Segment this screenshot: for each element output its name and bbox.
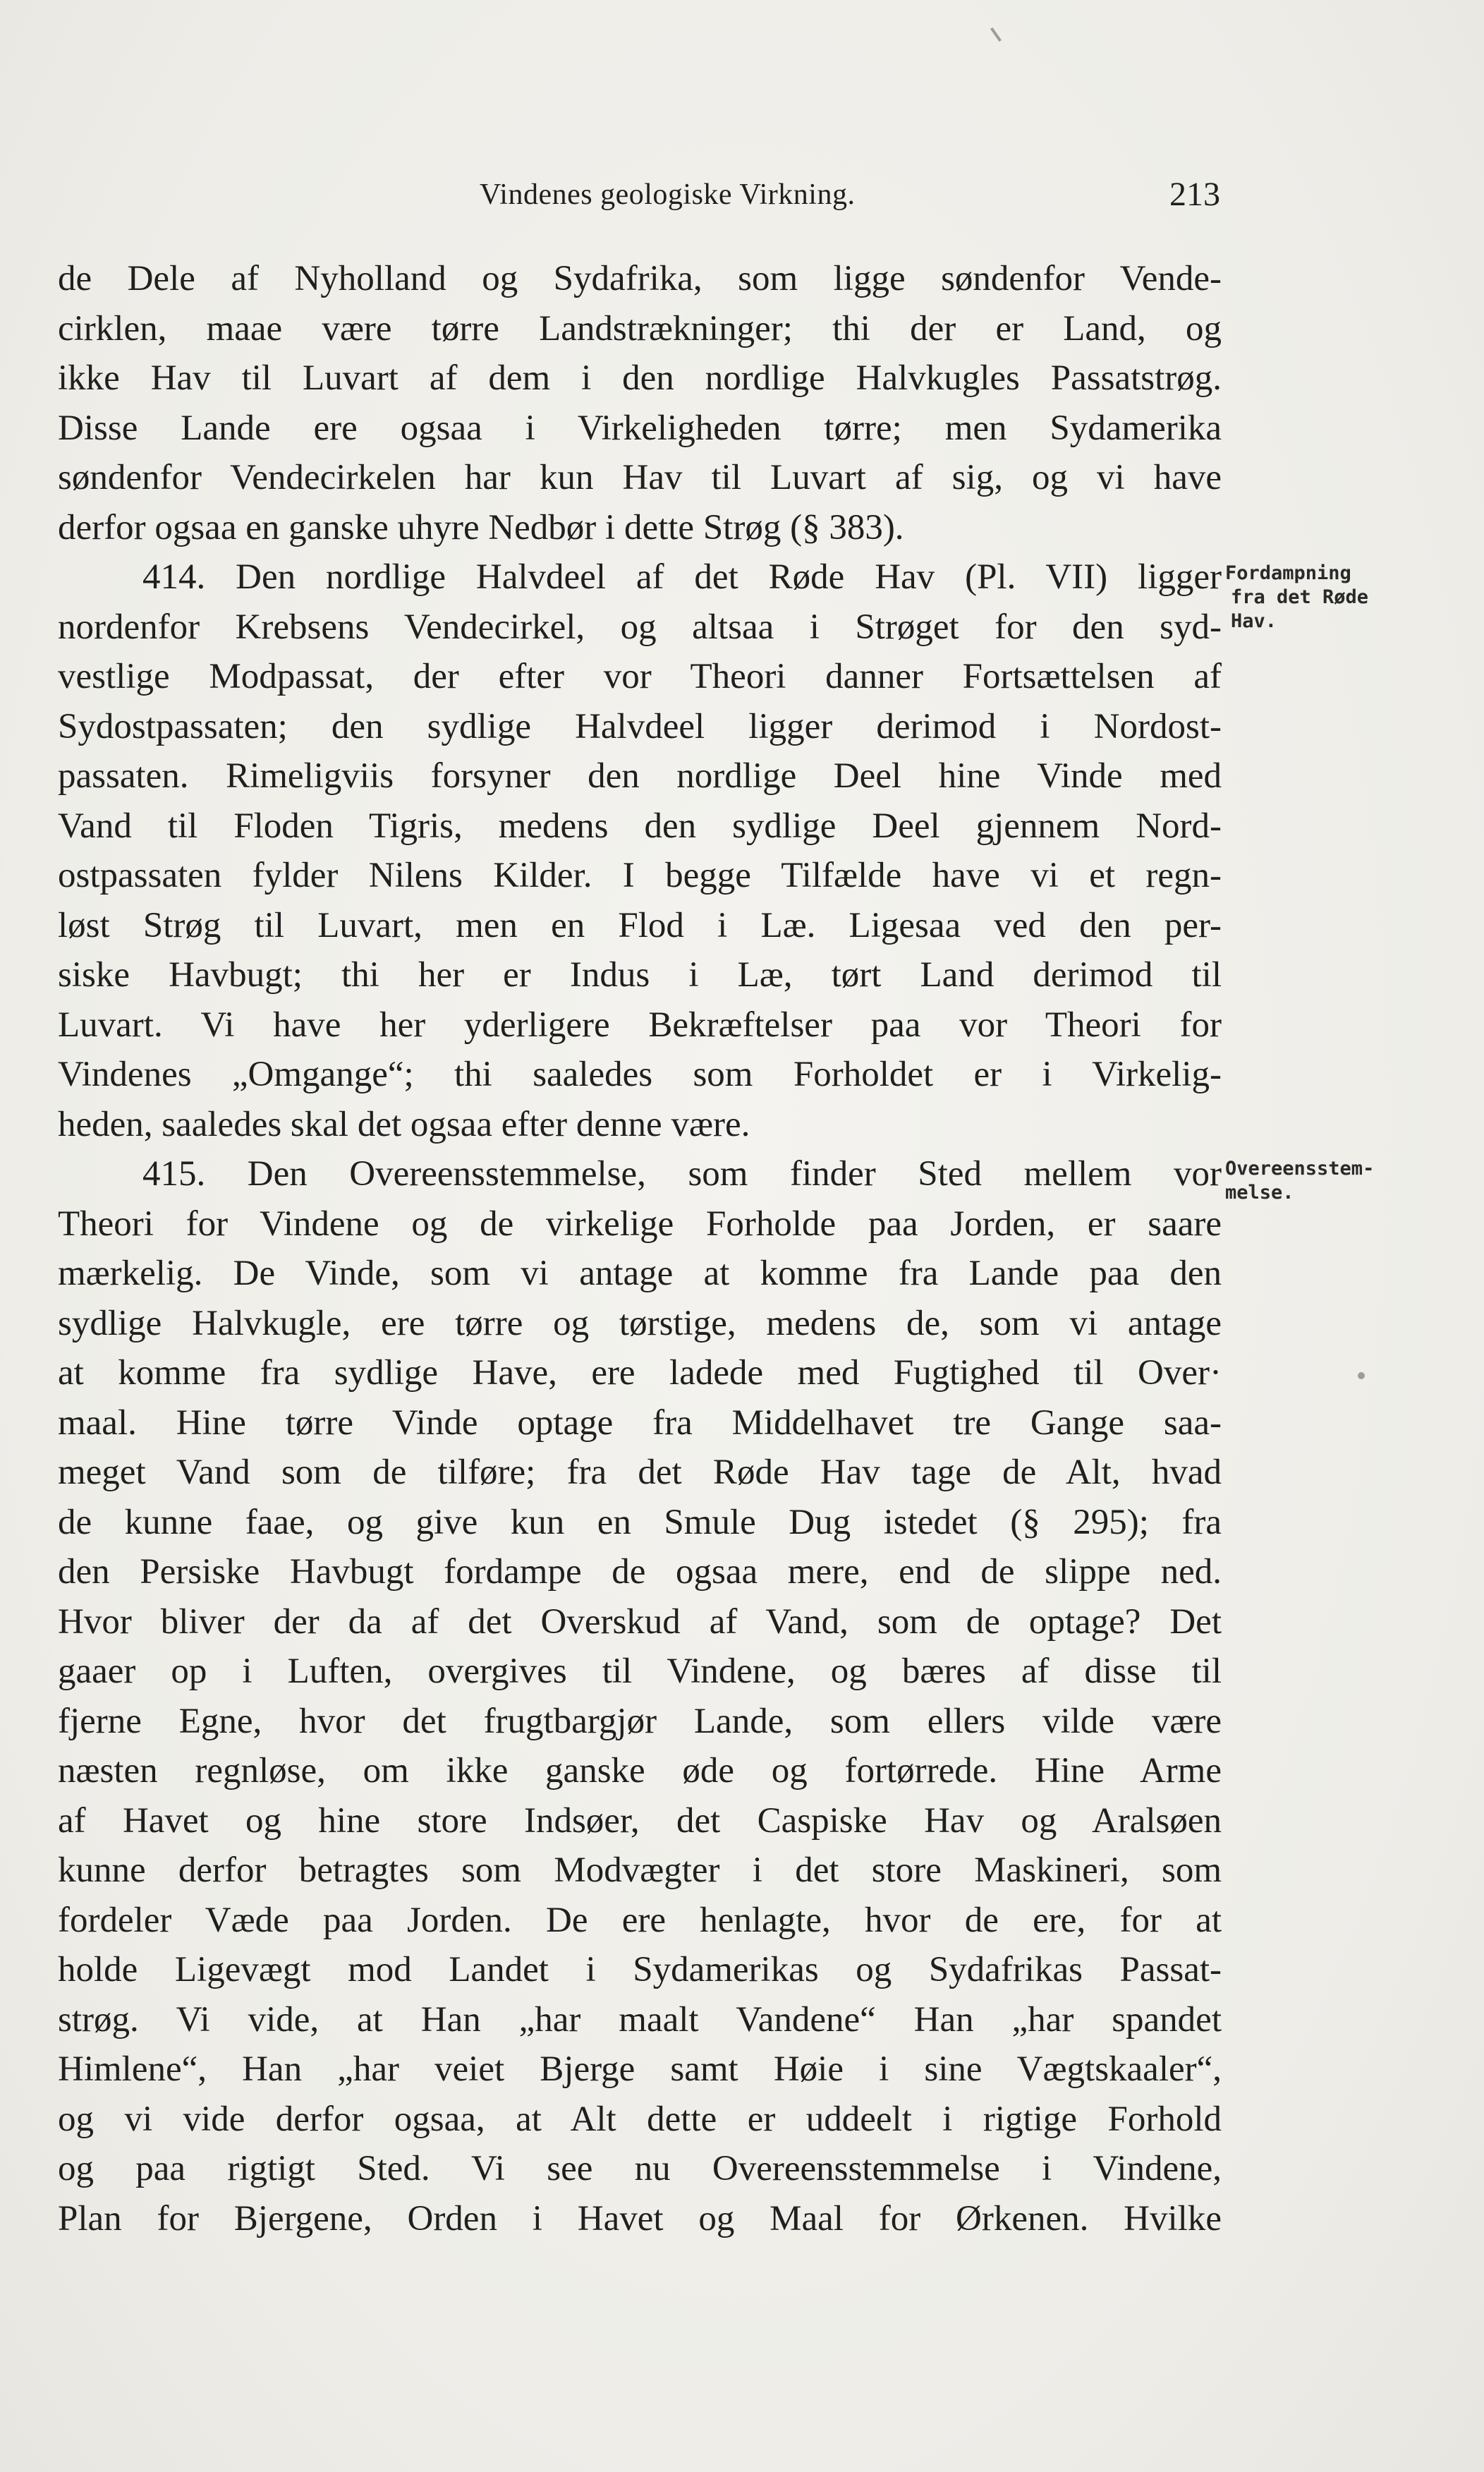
paragraph-415-first-line: 415. Den Overeensstemmelse, som finder Sted mellem vor	[142, 1154, 1222, 1194]
text-line: meget Vand som de tilføre; fra det Røde Hav tage de Alt, hvad	[58, 1453, 1222, 1492]
text-line: holde Ligevægt mod Landet i Sydamerikas og Sydafrikas Passat-	[58, 1950, 1222, 1989]
running-head: Vindenes geologiske Virkning.	[480, 178, 856, 211]
margin-note-overeensstemmelse	[1225, 1157, 1374, 1205]
text-line: søndenfor Vendecirkelen har kun Hav til Luvart af sig, og vi have	[58, 458, 1222, 497]
text-line: Himlene“, Han „har veiet Bjerge samt Høie i sine Vægtskaaler“,	[58, 2049, 1222, 2089]
text-line: løst Strøg til Luvart, men en Flod i Læ. Ligesaa ved den per-	[58, 905, 1222, 945]
text-line: strøg. Vi vide, at Han „har maalt Vandene“ Han „har spandet	[58, 1999, 1222, 2040]
text-line: kunne derfor betragtes som Modvægter i det store Maskineri, som	[58, 1850, 1222, 1890]
margin-note-line: melse.	[1225, 1182, 1294, 1204]
text-line: af Havet og hine store Indsøer, det Caspiske Hav og Aralsøen	[58, 1800, 1222, 1841]
text-line: Hvor bliver der da af det Overskud af Vand, som de optage? Det	[58, 1601, 1222, 1642]
text-line: maal. Hine tørre Vinde optage fra Middelhavet tre Gange saa-	[58, 1402, 1222, 1443]
text-line: Plan for Bjergene, Orden i Havet og Maal for Ørkenen. Hvilke	[58, 2198, 1222, 2238]
text-line: Sydostpassaten; den sydlige Halvdeel ligger derimod i Nordost-	[58, 706, 1222, 746]
text-line: passaten. Rimeligviis forsyner den nordlige Deel hine Vinde med	[58, 756, 1222, 796]
text-line: cirklen, maae være tørre Landstrækninger; thi der er Land, og	[58, 308, 1222, 349]
text-line: gaaer op i Luften, overgives til Vindene, og bæres af disse til	[58, 1652, 1222, 1691]
margin-note-line: Hav.	[1231, 610, 1277, 632]
text-line: derfor ogsaa en ganske uhyre Nedbør i dette Strøg (§ 383).	[58, 507, 904, 547]
text-line: at komme fra sydlige Have, ere ladede med Fugtighed til Over·	[58, 1353, 1222, 1393]
margin-note-fordampning	[1225, 562, 1368, 634]
margin-note-line: Fordampning	[1225, 562, 1351, 584]
text-line: Disse Lande ere ogsaa i Virkeligheden tørre; men Sydamerika	[58, 408, 1222, 448]
margin-note-line: Overeensstem-	[1225, 1158, 1375, 1180]
margin-note-line: fra det Røde	[1231, 586, 1369, 608]
text-line: Vindenes „Omgange“; thi saaledes som Forholdet er i Virkelig-	[58, 1055, 1222, 1094]
page-header	[56, 178, 1220, 227]
text-line: ostpassaten fylder Nilens Kilder. I begge Tilfælde have vi et regn-	[58, 856, 1222, 895]
text-line: og vi vide derfor ogsaa, at Alt dette er uddeelt i rigtige Forhold	[58, 2099, 1222, 2139]
text-line: næsten regnløse, om ikke ganske øde og fortørrede. Hine Arme	[58, 1751, 1222, 1791]
body-text	[58, 254, 1222, 2243]
text-line: sydlige Halvkugle, ere tørre og tørstige, medens de, som vi antage	[58, 1303, 1222, 1343]
text-line: fordeler Væde paa Jorden. De ere henlagte, hvor de ere, for at	[58, 1900, 1222, 1940]
text-line: mærkelig. De Vinde, som vi antage at komme fra Lande paa den	[58, 1254, 1222, 1293]
text-line: nordenfor Krebsens Vendecirkel, og altsaa i Strøget for den syd-	[58, 607, 1222, 647]
text-line: Theori for Vindene og de virkelige Forholde paa Jorden, er saare	[58, 1204, 1222, 1244]
text-line: vestlige Modpassat, der efter vor Theori danner Fortsættelsen af	[58, 657, 1222, 696]
text-line: og paa rigtigt Sted. Vi see nu Overeensstemmelse i Vindene,	[58, 2149, 1222, 2188]
paragraph-414-first-line: 414. Den nordlige Halvdeel af det Røde Hav (Pl. VII) ligger	[142, 557, 1222, 597]
scan-speck	[990, 28, 1002, 42]
page-number: 213	[1169, 176, 1220, 213]
text-line: de Dele af Nyholland og Sydafrika, som ligge søndenfor Vende-	[58, 259, 1222, 298]
text-line: den Persiske Havbugt fordampe de ogsaa mere, end de slippe ned.	[58, 1552, 1222, 1592]
text-line: Vand til Floden Tigris, medens den sydlige Deel gjennem Nord-	[58, 806, 1222, 846]
scan-speck	[1358, 1372, 1365, 1379]
text-line: de kunne faae, og give kun en Smule Dug istedet (§ 295); fra	[58, 1502, 1222, 1542]
text-line: Luvart. Vi have her yderligere Bekræftelser paa vor Theori for	[58, 1005, 1222, 1045]
text-line: siske Havbugt; thi her er Indus i Læ, tørt Land derimod til	[58, 955, 1222, 995]
text-line: heden, saaledes skal det ogsaa efter denne være.	[58, 1104, 750, 1144]
text-line: ikke Hav til Luvart af dem i den nordlige Halvkugles Passatstrøg.	[58, 358, 1222, 398]
text-line: fjerne Egne, hvor det frugtbargjør Lande, som ellers vilde være	[58, 1701, 1222, 1741]
